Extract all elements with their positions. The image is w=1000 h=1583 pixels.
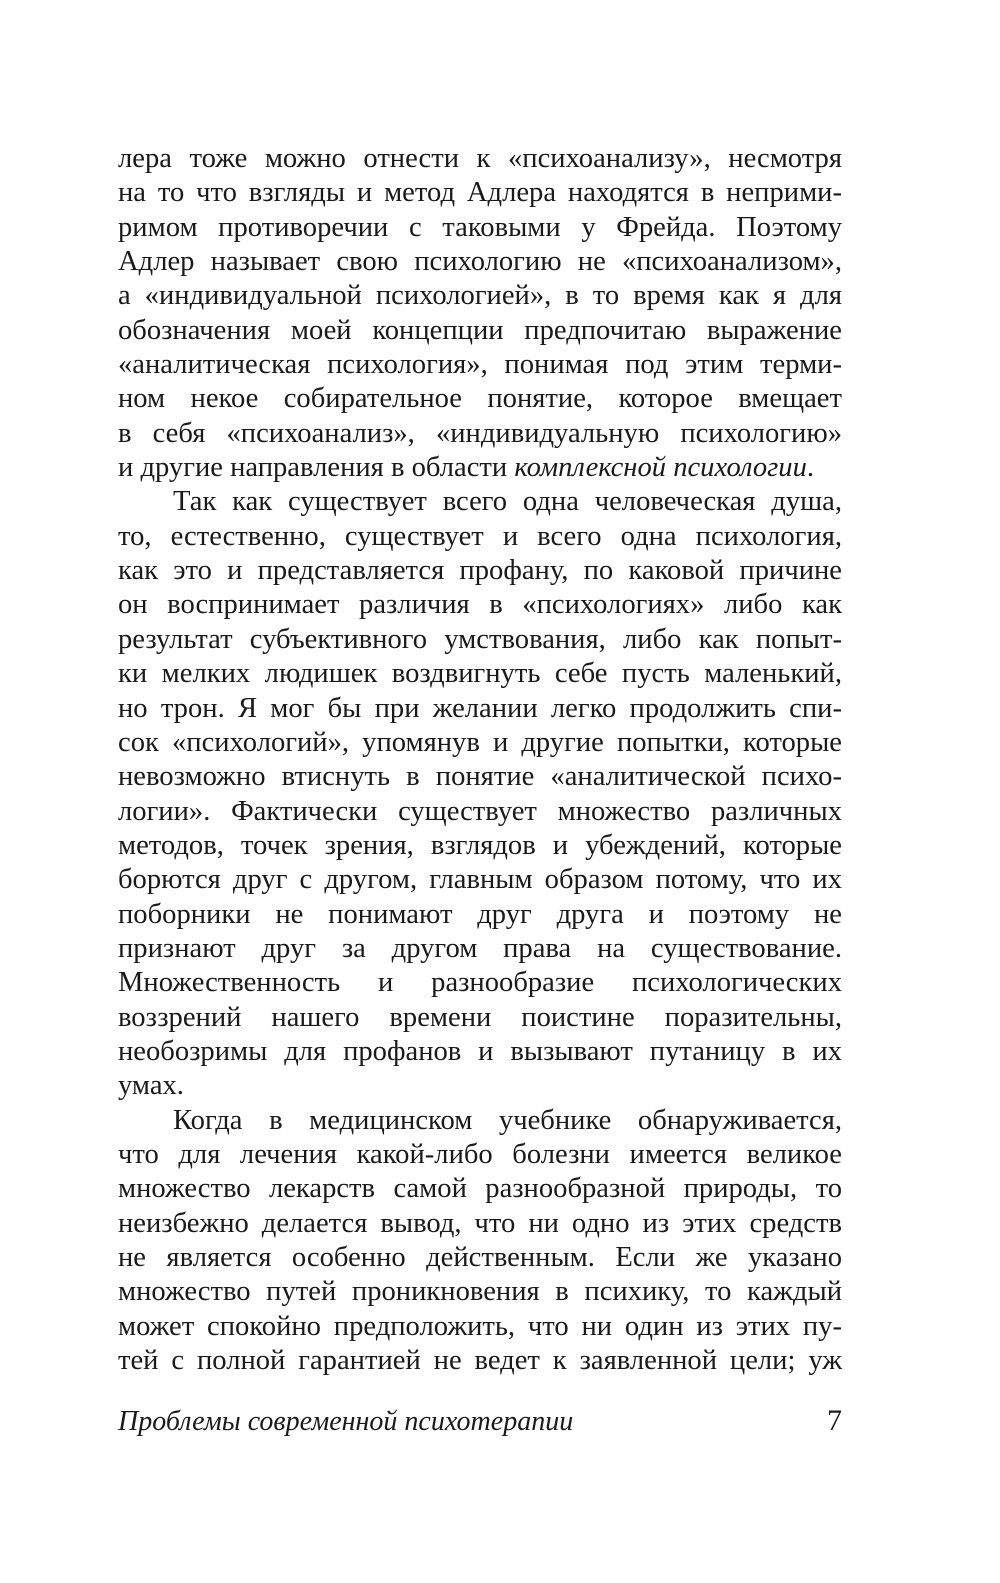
text-line: но трон. Я мог бы при желании легко продолжить спи-	[118, 692, 842, 724]
text-line: сок «психологий», упомянув и другие попытки, которые	[118, 726, 842, 758]
text-line: умах.	[118, 1070, 184, 1102]
text-line: то, естественно, существует и всего одна психология,	[118, 520, 842, 552]
text-line: ки мелких людишек воздвигнуть себе пусть маленький,	[118, 658, 842, 690]
text-line: Так как существует всего одна человеческая душа,	[173, 486, 842, 518]
text-line: признают друг за другом права на существование.	[118, 932, 842, 964]
text-line: «аналитическая психология», понимая под этим терми-	[118, 349, 842, 381]
page-number: 7	[827, 1404, 842, 1437]
text-line: в себя «психоанализ», «индивидуальную психологию»	[118, 417, 842, 449]
text-line: тей с полной гарантией не ведет к заявленной цели; уж	[118, 1345, 842, 1377]
text-line: ном некое собирательное понятие, которое вмещает	[118, 383, 842, 415]
running-footer-title: Проблемы современной психотерапии	[118, 1406, 574, 1437]
text-line: на то что взгляды и метод Адлера находятся в неприми-	[118, 177, 842, 209]
body-text	[118, 142, 842, 1378]
text-line: он воспринимает различия в «психологиях» либо как	[118, 589, 842, 621]
text-line: поборники не понимают друг друга и поэтому не	[118, 898, 842, 930]
text-line: Множественность и разнообразие психологических	[118, 967, 842, 999]
text-line: и другие направления в области комплексной психологии.	[118, 452, 815, 484]
text-line: что для лечения какой-либо болезни имеется великое	[118, 1138, 842, 1170]
text-line: необозримы для профанов и вызывают путаницу в их	[118, 1035, 842, 1067]
text-line: множество путей проникновения в психику, то каждый	[118, 1276, 842, 1308]
italic-term: комплексной психологии	[514, 452, 807, 484]
text-line: а «индивидуальной психологией», в то время как я для	[118, 280, 842, 312]
text-line: логии». Фактически существует множество различных	[118, 795, 842, 827]
text-line: Когда в медицинском учебнике обнаруживается,	[173, 1104, 842, 1136]
text-line: римом противоречии с таковыми у Фрейда. Поэтому	[118, 211, 842, 243]
text-line: результат субъективного умствования, либо как попыт-	[118, 623, 842, 655]
text-line: борются друг с другом, главным образом потому, что их	[118, 864, 842, 896]
text-line: невозможно втиснуть в понятие «аналитической психо-	[118, 761, 842, 793]
text-line: может спокойно предположить, что ни один из этих пу-	[118, 1310, 842, 1342]
text-line: множество лекарств самой разнообразной природы, то	[118, 1173, 842, 1205]
text-line: обозначения моей концепции предпочитаю выражение	[118, 314, 842, 346]
text-line: методов, точек зрения, взглядов и убеждений, которые	[118, 829, 842, 861]
text-line: Адлер называет свою психологию не «психоанализом»,	[118, 246, 842, 278]
text-line: лера тоже можно отнести к «психоанализу», несмотря	[118, 143, 842, 174]
text-line: воззрений нашего времени поистине поразительны,	[118, 1001, 842, 1033]
text-line: неизбежно делается вывод, что ни одно из этих средств	[118, 1207, 842, 1239]
text-line: не является особенно действенным. Если же указано	[118, 1242, 842, 1273]
text-line: как это и представляется профану, по каковой причине	[118, 555, 842, 587]
